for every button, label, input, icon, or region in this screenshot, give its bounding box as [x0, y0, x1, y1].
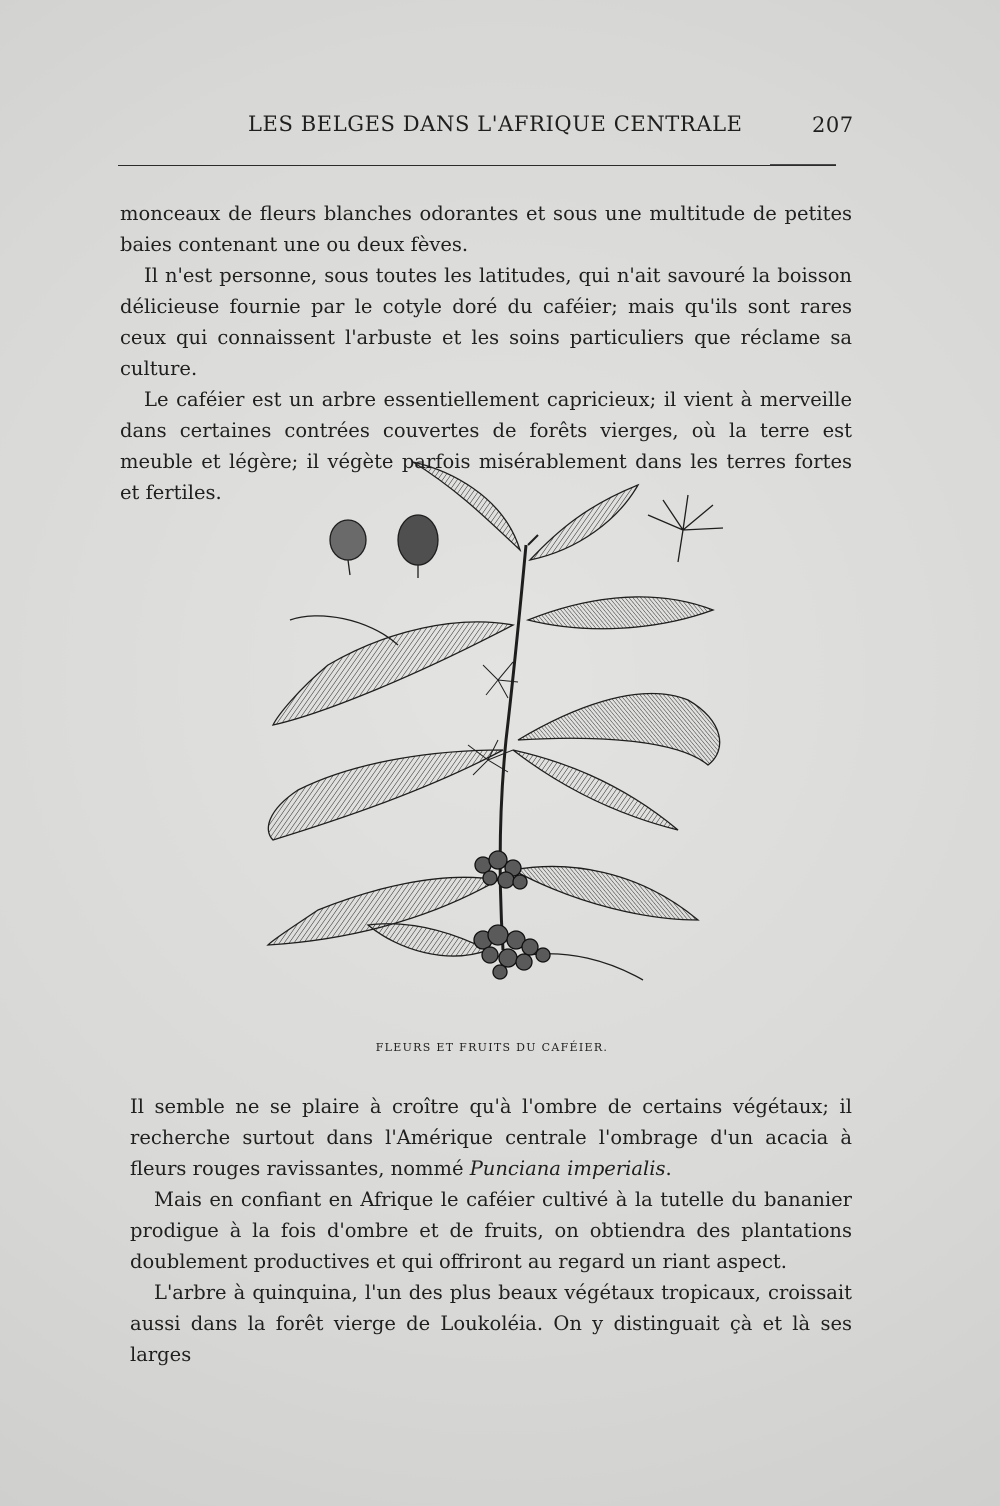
paragraph: Le caféier est un arbre essentiellement capricieux; il vient à merveille dans certaines contrées couvertes de forêts vierges, où la terre est meuble et légère; il végète parfois misérablement dans les terres fortes et fertiles. [120, 388, 852, 504]
running-title: LES BELGES DANS L'AFRIQUE CENTRALE [248, 112, 743, 136]
paragraph: Il n'est personne, sous toutes les latitudes, qui n'ait savouré la boisson délicieuse fournie par le cotyle doré du caféier; mais qu'ils sont rares ceux qui connaissent l'arbuste et les soins particuliers que réclame sa culture. [120, 264, 852, 380]
paragraph: L'arbre à quinquina, l'un des plus beaux végétaux tropicaux, croissait aussi dans la forêt vierge de Loukoléia. On y distinguait çà et là ses larges [130, 1281, 852, 1366]
paragraph: monceaux de fleurs blanches odorantes et sous une multitude de petites baies contenant une ou deux fèves. [120, 202, 852, 256]
header-rule [118, 165, 836, 166]
running-head [0, 112, 1000, 144]
page-number: 207 [812, 113, 854, 137]
text-block-bottom [130, 1091, 852, 1370]
coffee-plant-engraving [258, 450, 738, 1010]
header-rule-end [770, 164, 836, 165]
paragraph: Il semble ne se plaire à croître qu'à l'ombre de certains végétaux; il recherche surtout dans l'Amérique centrale l'ombrage d'un acacia à fleurs rouges ravissantes, nommé Punciana imperialis. [130, 1095, 852, 1180]
coffee-plant-illustration [258, 450, 738, 1010]
figure-caption: FLEURS ET FRUITS DU CAFÉIER. [375, 1041, 609, 1054]
paragraph: Mais en confiant en Afrique le caféier cultivé à la tutelle du bananier prodigue à la fois d'ombre et de fruits, on obtiendra des plantations doublement productives et qui offriront au regard un riant aspect. [130, 1188, 852, 1273]
